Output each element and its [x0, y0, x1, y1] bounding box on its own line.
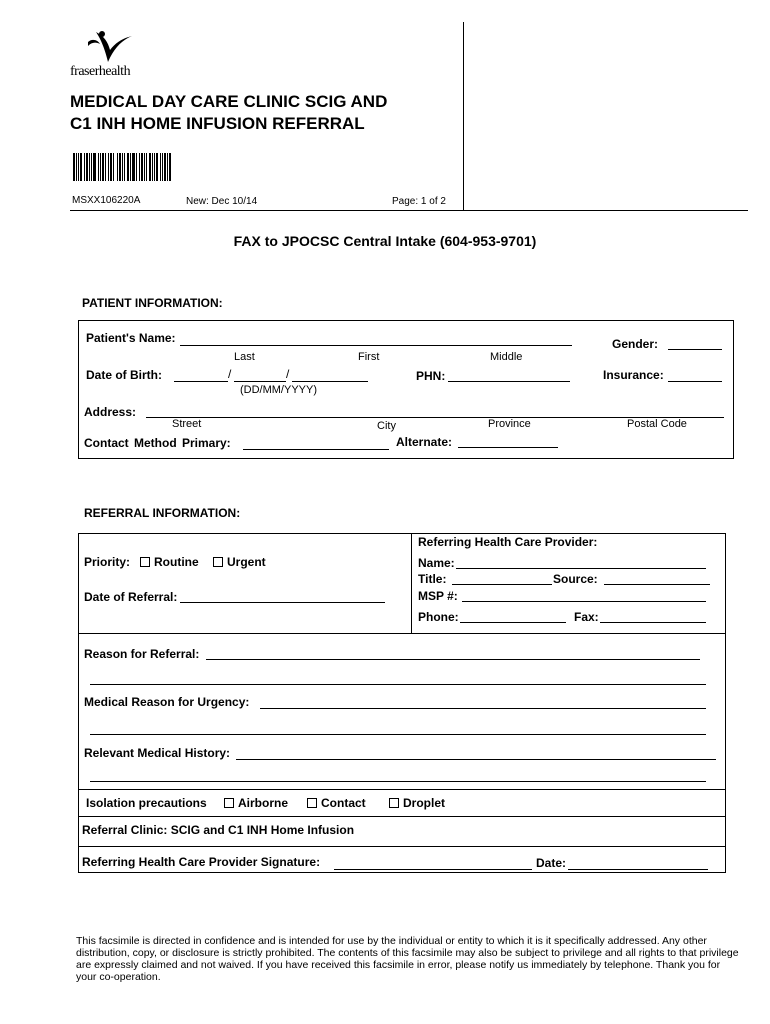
form-code: MSXX106220A — [72, 195, 141, 206]
address-postal-hint: Postal Code — [627, 418, 687, 430]
header-divider-horizontal — [70, 210, 748, 211]
reason-for-referral-field[interactable] — [206, 659, 700, 660]
form-barcode — [73, 153, 193, 181]
provider-signature-field[interactable] — [334, 869, 532, 870]
provider-title-label: Title: — [418, 572, 447, 586]
provider-name-label: Name: — [418, 556, 455, 570]
referral-row-divider-1 — [78, 633, 726, 634]
date-of-referral-field[interactable] — [180, 602, 385, 603]
date-of-referral-label: Date of Referral: — [84, 590, 178, 604]
contact-alternate-field[interactable] — [458, 447, 558, 448]
medical-history-field-2[interactable] — [90, 781, 706, 782]
referral-row-divider-2 — [78, 789, 726, 790]
airborne-checkbox[interactable] — [224, 798, 234, 808]
referral-row-divider-3 — [78, 816, 726, 817]
dob-day-field[interactable] — [174, 381, 228, 382]
priority-routine-option[interactable] — [140, 555, 199, 569]
provider-fax-label: Fax: — [574, 610, 599, 624]
referral-row-divider-4 — [78, 846, 726, 847]
contact-primary-field[interactable] — [243, 449, 389, 450]
dob-label: Date of Birth: — [86, 368, 162, 382]
urgency-reason-label: Medical Reason for Urgency: — [84, 695, 250, 709]
contact-method-label: Contact Method Primary: — [84, 436, 231, 450]
provider-msp-field[interactable] — [462, 601, 706, 602]
dob-separator-2: / — [286, 367, 290, 381]
reason-for-referral-field-2[interactable] — [90, 684, 706, 685]
droplet-checkbox[interactable] — [389, 798, 399, 808]
isolation-precautions-label: Isolation precautions — [86, 796, 207, 810]
gender-field[interactable] — [668, 349, 722, 350]
signature-date-field[interactable] — [568, 869, 708, 870]
urgency-reason-field[interactable] — [260, 708, 706, 709]
fraserhealth-logo-text: fraserhealth — [70, 64, 131, 79]
airborne-label: Airborne — [238, 796, 289, 810]
dob-month-field[interactable] — [234, 381, 286, 382]
phn-field[interactable] — [448, 381, 570, 382]
routine-checkbox[interactable] — [140, 557, 150, 567]
isolation-contact-option[interactable] — [307, 796, 366, 810]
provider-source-label: Source: — [553, 572, 598, 586]
dob-separator-1: / — [228, 367, 232, 381]
patient-name-middle-hint: Middle — [490, 351, 523, 363]
referral-vertical-divider — [411, 533, 412, 633]
patient-name-first-hint: First — [358, 351, 380, 363]
priority-label: Priority: — [84, 555, 131, 569]
fraserhealth-logo-mark — [78, 28, 138, 64]
contact-checkbox[interactable] — [307, 798, 317, 808]
priority-urgent-option[interactable] — [213, 555, 266, 569]
medical-history-label: Relevant Medical History: — [84, 746, 231, 760]
patient-name-last-hint: Last — [234, 351, 255, 363]
form-new-date: New: Dec 10/14 — [186, 196, 258, 207]
header-divider-vertical — [463, 22, 464, 210]
urgency-reason-field-2[interactable] — [90, 734, 706, 735]
provider-source-field[interactable] — [604, 584, 710, 585]
referral-clinic-line: Referral Clinic: SCIG and C1 INH Home Infusion — [82, 823, 355, 837]
fax-instruction: FAX to JPOCSC Central Intake (604-953-9701) — [233, 233, 537, 249]
phn-label: PHN: — [416, 369, 446, 383]
routine-label: Routine — [154, 555, 199, 569]
patient-name-label: Patient's Name: — [86, 331, 176, 345]
contact-label: Contact — [321, 796, 366, 810]
fraserhealth-logo — [70, 28, 140, 80]
form-title-line2: C1 INH HOME INFUSION REFERRAL — [70, 114, 365, 133]
provider-phone-field[interactable] — [460, 622, 566, 623]
address-city-hint: City — [377, 420, 396, 432]
address-province-hint: Province — [488, 418, 531, 430]
insurance-field[interactable] — [668, 381, 722, 382]
form-title-line1: MEDICAL DAY CARE CLINIC SCIG AND — [70, 92, 388, 111]
dob-format-hint: (DD/MM/YYYY) — [240, 384, 317, 396]
reason-for-referral-label: Reason for Referral: — [84, 647, 200, 661]
insurance-label: Insurance: — [603, 368, 664, 382]
patient-section-title: PATIENT INFORMATION: — [82, 296, 223, 310]
referral-section-title: REFERRAL INFORMATION: — [84, 506, 241, 520]
dob-year-field[interactable] — [292, 381, 368, 382]
form-page-number: Page: 1 of 2 — [392, 196, 446, 207]
droplet-label: Droplet — [403, 796, 445, 810]
provider-name-field[interactable] — [456, 568, 706, 569]
urgent-label: Urgent — [227, 555, 266, 569]
address-street-hint: Street — [172, 418, 202, 430]
patient-name-field[interactable] — [180, 345, 572, 346]
isolation-droplet-option[interactable] — [389, 796, 445, 810]
confidentiality-disclaimer: This facsimile is directed in confidence and is intended for use by the individual or entity to which it is it specifically addressed. Any other distribution, copy, or disclosure is strictly prohibited. The contents of this facsimile may also be subject to privilege and all rights to that privilege are expressly claimed and not waived. If you have received this facsimile in error, please notify us immediately by telephone. Thank you for your co-operation. — [76, 935, 739, 983]
provider-fax-field[interactable] — [600, 622, 706, 623]
provider-title: Referring Health Care Provider: — [418, 535, 598, 549]
address-label: Address: — [84, 405, 137, 419]
medical-history-field[interactable] — [236, 759, 716, 760]
provider-title-field[interactable] — [452, 584, 552, 585]
provider-phone-label: Phone: — [418, 610, 459, 624]
urgent-checkbox[interactable] — [213, 557, 223, 567]
isolation-airborne-option[interactable] — [224, 796, 288, 810]
contact-alternate-label: Alternate: — [396, 435, 453, 449]
gender-label: Gender: — [612, 337, 659, 351]
provider-signature-label: Referring Health Care Provider Signature: — [82, 855, 321, 869]
provider-msp-label: MSP #: — [418, 589, 458, 603]
signature-date-label: Date: — [536, 856, 567, 870]
